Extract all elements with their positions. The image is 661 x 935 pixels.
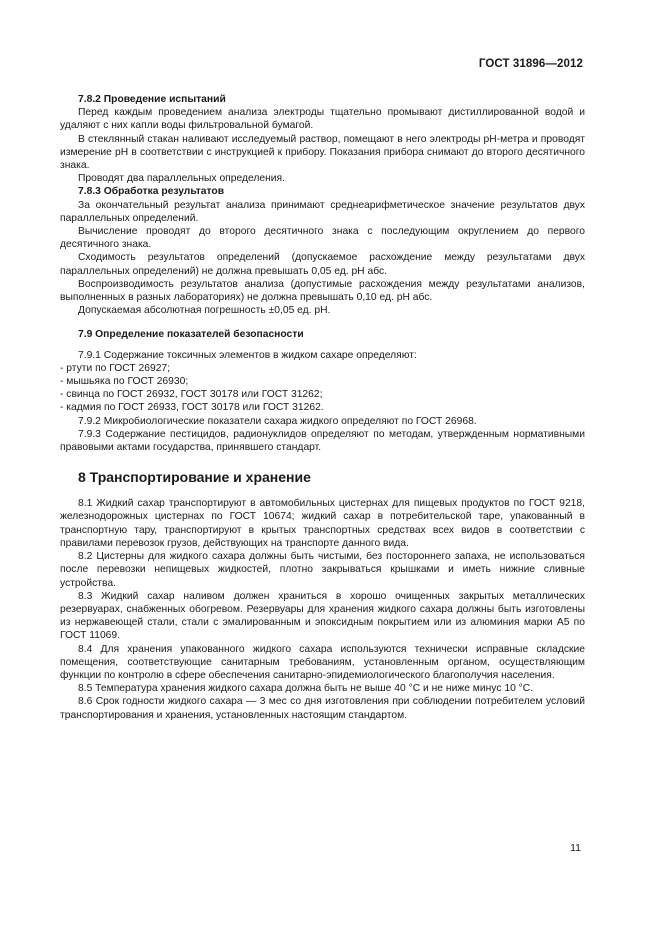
section-7-8-3-heading: 7.8.3 Обработка результатов	[78, 186, 225, 198]
paragraph: 7.9.1 Содержание токсичных элементов в жидком сахаре определяют:	[78, 349, 417, 361]
paragraph: За окончательный результат анализа принимают среднеарифметическое значение результатов двух параллельных определений.	[60, 199, 585, 224]
document-body	[60, 93, 585, 722]
paragraph: 7.9.2 Микробиологические показатели сахара жидкого определяют по ГОСТ 26968.	[78, 415, 477, 427]
section-7-8-2-heading: 7.8.2 Проведение испытаний	[78, 94, 226, 105]
page-number: 11	[570, 842, 581, 854]
list-item: - ртути по ГОСТ 26927;	[60, 362, 171, 374]
paragraph: 8.5 Температура хранения жидкого сахара должна быть не выше 40 °С и не ниже минус 10 °С.	[78, 683, 534, 695]
paragraph: Проводят два параллельных определения.	[78, 173, 285, 185]
paragraph: 8.2 Цистерны для жидкого сахара должны быть чистыми, без постороннего запаха, не использоваться после перевозки непищевых жидкостей, плотно закрываться крышками и иметь нижние сливные устройства.	[60, 551, 585, 589]
paragraph: 8.4 Для хранения упакованного жидкого сахара используются технически исправные складские помещения, соответствующие санитарным требованиям, установленным органом, осуществляющим функции по контролю в сфере обеспечения санитарно-эпидемиологического благополучия населения.	[60, 643, 585, 681]
list-item: - кадмия по ГОСТ 26933, ГОСТ 30178 или ГОСТ 31262.	[60, 402, 324, 414]
paragraph: 7.9.3 Содержание пестицидов, радионуклидов определяют по методам, утвержденным нормативными правовыми актами государства, принявшего стандарт.	[60, 428, 585, 454]
section-8-heading: 8 Транспортирование и хранение	[78, 469, 311, 486]
paragraph: 8.3 Жидкий сахар наливом должен храниться в хорошо очищенных закрытых металлических резервуарах, снабженных обогревом. Резервуары для хранения жидкого сахара должны быть изготовлены из нержавеющей стали, стали с эмалированным и эпоксидным покрытием или из алюминия марки А5 по ГОСТ 11069.	[60, 590, 585, 642]
paragraph: Сходимость результатов определений (допускаемое расхождение между результатами двух параллельных определений) не должна превышать 0,05 ед. pH абс.	[60, 252, 585, 277]
paragraph: Допускаемая абсолютная погрешность ±0,05 ед. pH.	[78, 305, 331, 317]
paragraph: 8.6 Срок годности жидкого сахара — 3 мес со дня изготовления при соблюдении потребителем условий транспортирования и хранения, установленных настоящим стандартом.	[60, 696, 585, 721]
paragraph: Воспроизводимость результатов анализа (допустимые расхождения между результатами анализов, выполненных в разных лабораториях) не должна превышать 0,10 ед. pH абс.	[60, 278, 585, 304]
paragraph: Перед каждым проведением анализа электроды тщательно промывают дистиллированной водой и удаляют с них капли воды фильтровальной бумагой.	[60, 107, 585, 132]
paragraph: Вычисление проводят до второго десятичного знака с последующим округлением до первого десятичного знака.	[60, 226, 585, 251]
paragraph: В стеклянный стакан наливают исследуемый раствор, помещают в него электроды pH-метра и проводят измерение pH в соответствии с инструкцией к прибору. Показания прибора снимают до второго десятичного знака.	[60, 133, 585, 172]
section-7-9-heading: 7.9 Определение показателей безопасности	[78, 329, 304, 341]
document-code-header: ГОСТ 31896—2012	[478, 58, 583, 70]
list-item: - свинца по ГОСТ 26932, ГОСТ 30178 или ГОСТ 31262;	[60, 389, 323, 401]
list-item: - мышьяка по ГОСТ 26930;	[60, 376, 189, 388]
paragraph: 8.1 Жидкий сахар транспортируют в автомобильных цистернах для пищевых продуктов по ГОСТ 9218, железнодорожных цистернах по ГОСТ 10674; жидкий сахар в потребительской таре, упакованный в транспортную тару, транспортируют в крытых транспортных средствах всех видов в соответствии с правилами перевозок грузов, действующих на транспорте данного вида.	[60, 498, 585, 549]
